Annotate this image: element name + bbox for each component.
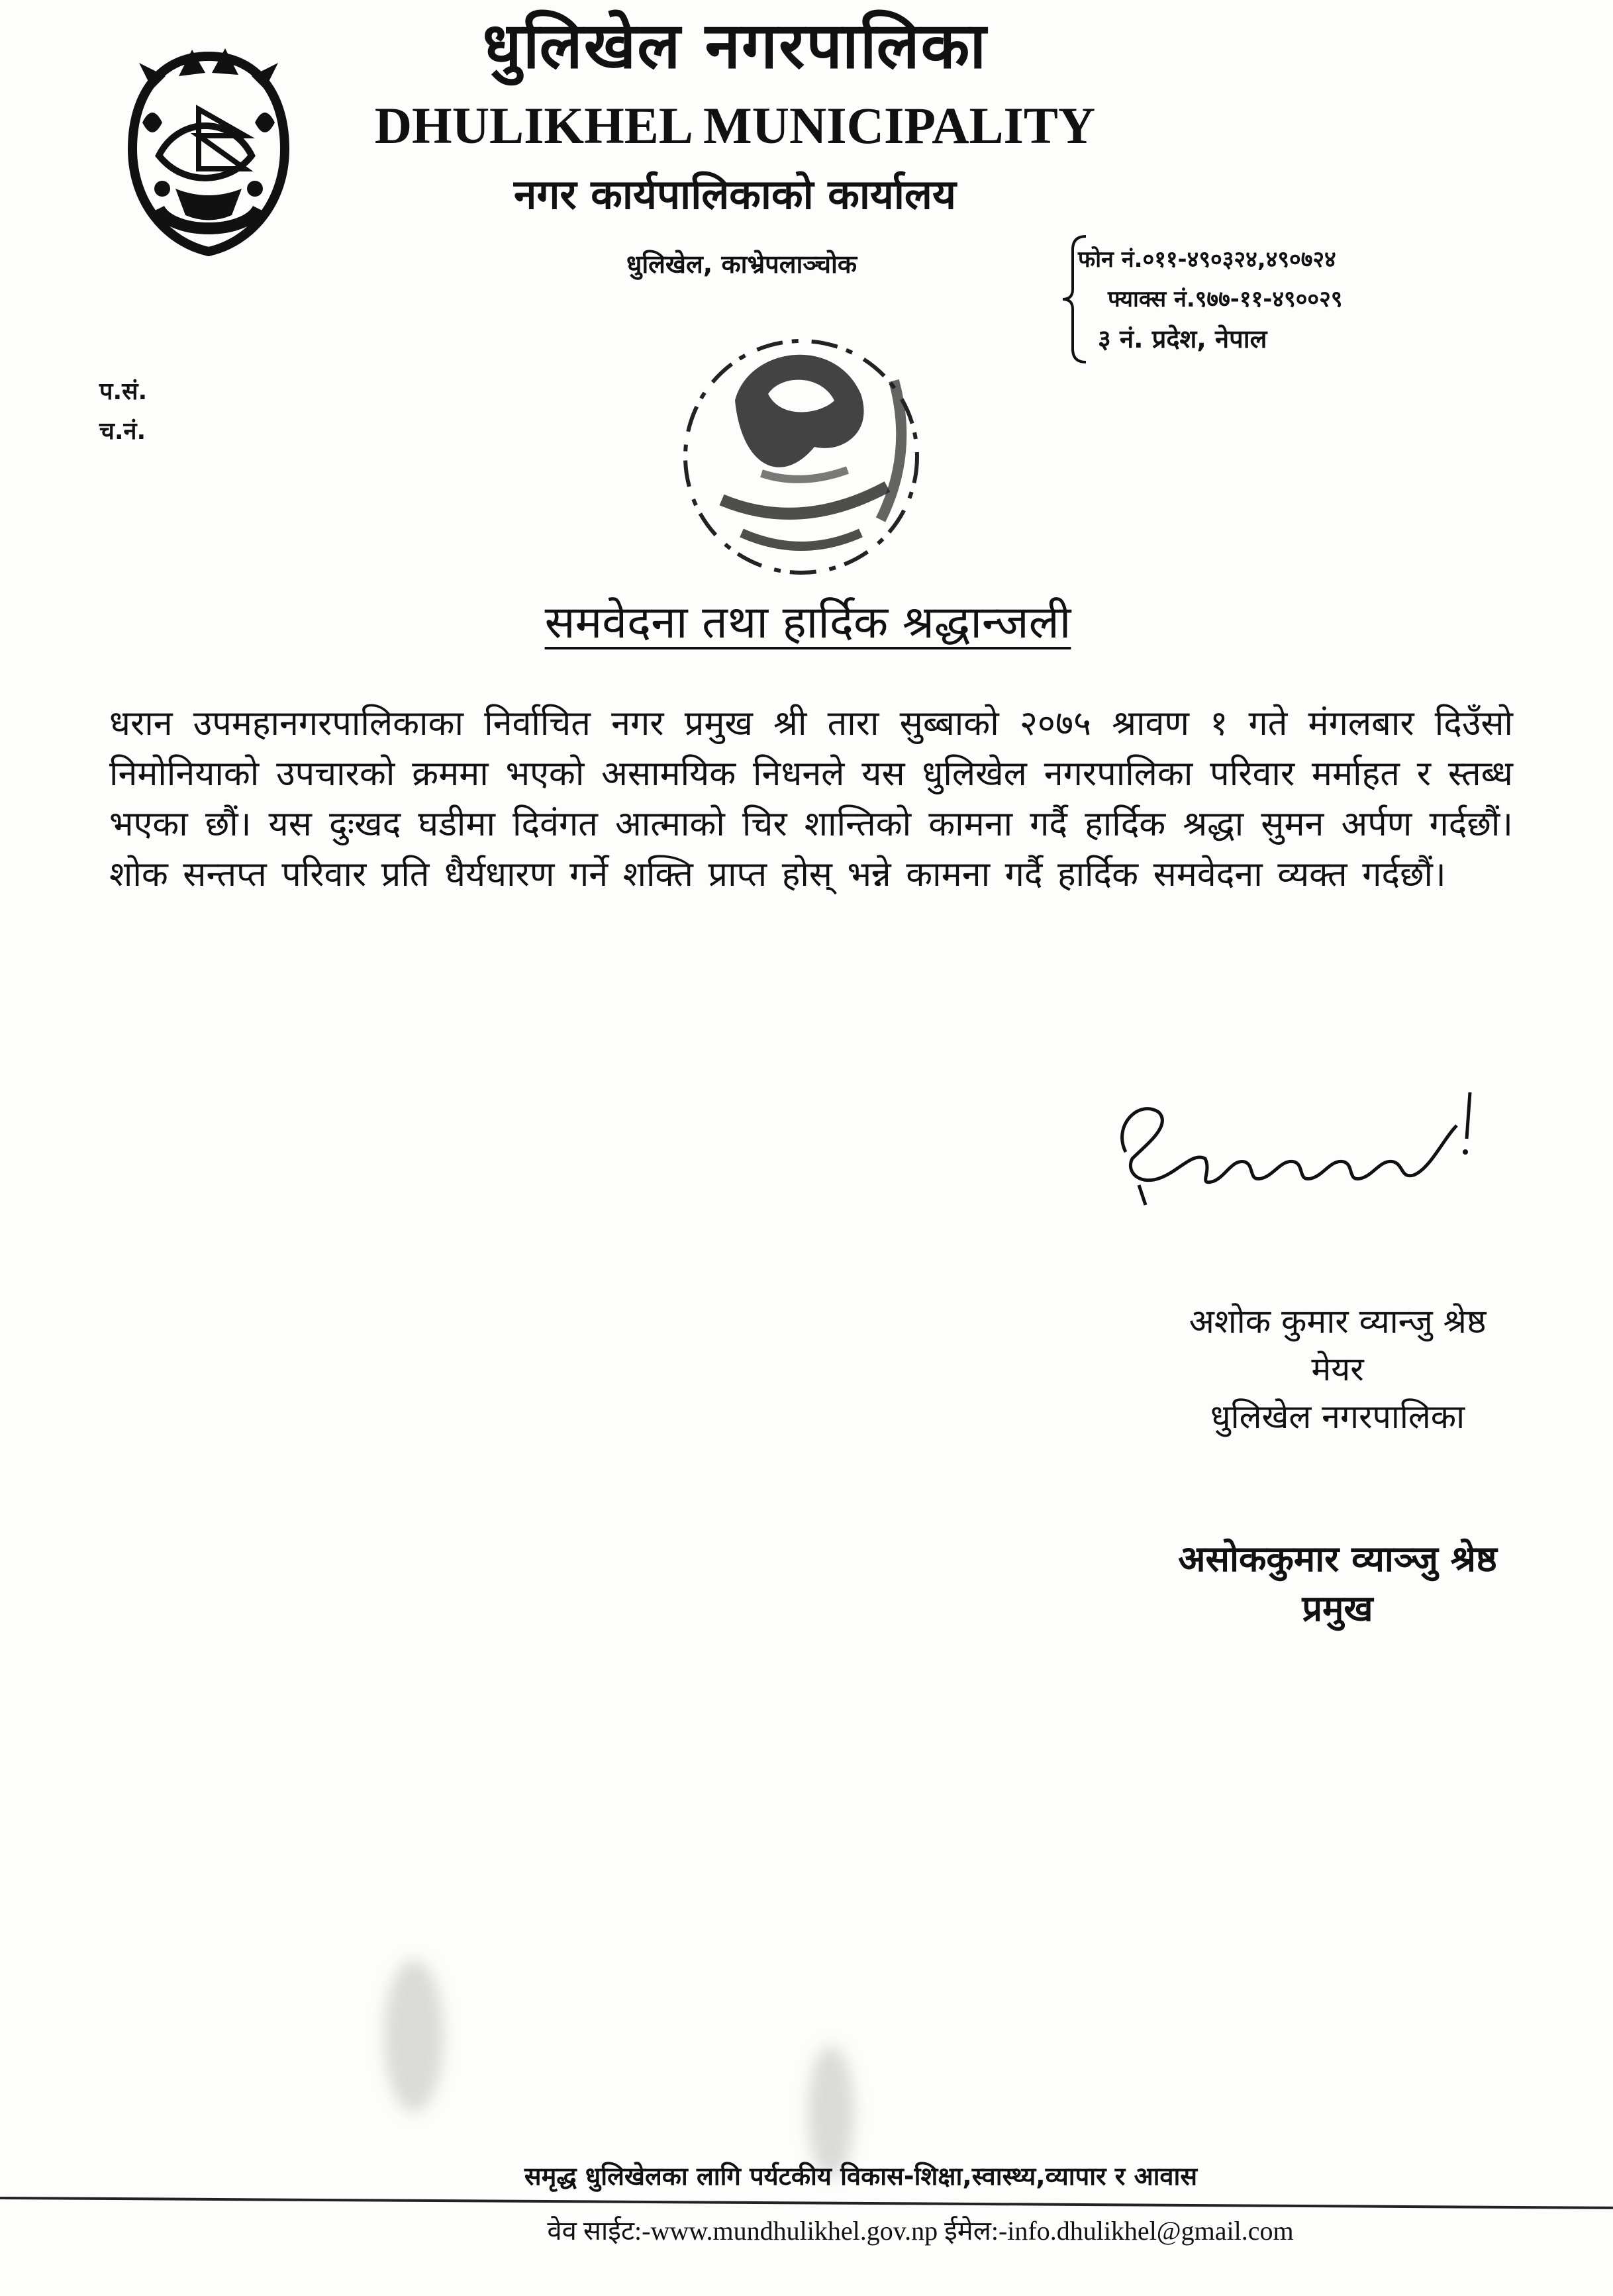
office-address: धुलिखेल, काभ्रेपलाञ्चोक bbox=[626, 250, 857, 279]
province-label: ३ नं. प्रदेश, नेपाल bbox=[1098, 324, 1267, 354]
phone-number: फोन नं.०११-४९०३२४,४९०७२४ bbox=[1078, 246, 1336, 273]
scan-smudge bbox=[384, 1960, 444, 2112]
name-stamp: असोककुमार व्याञ्जु श्रेष्ठ bbox=[1178, 1538, 1497, 1580]
municipal-round-seal-icon bbox=[662, 321, 940, 593]
handwritten-signature-icon bbox=[1099, 1073, 1496, 1218]
mayor-organization: धुलिखेल नगरपालिका bbox=[1210, 1398, 1465, 1436]
mayor-title: मेयर bbox=[1311, 1350, 1364, 1388]
nepal-government-emblem-icon bbox=[113, 36, 305, 268]
title-stamp: प्रमुख bbox=[1302, 1588, 1373, 1629]
municipality-title-english: DHULIKHEL MUNICIPALITY bbox=[374, 97, 1096, 154]
reference-patra-sankhya: प.सं. bbox=[99, 378, 148, 405]
municipality-title-nepali: धुलिखेल नगरपालिका bbox=[482, 9, 988, 83]
reference-chalani-number: च.नं. bbox=[99, 418, 146, 445]
document-heading-text: समवेदना तथा हार्दिक श्रद्धान्जली bbox=[544, 597, 1071, 649]
footer-slogan: समृद्ध धुलिखेलका लागि पर्यटकीय विकास-शिक्षा,स्वास्थ्य,व्यापार र आवास bbox=[524, 2162, 1198, 2191]
mayor-name: अशोक कुमार व्यान्जु श्रेष्ठ bbox=[1189, 1302, 1487, 1341]
fax-number: फ्याक्स नं.९७७-११-४९००२९ bbox=[1108, 286, 1343, 312]
document-heading bbox=[477, 589, 1139, 651]
document-body: धरान उपमहानगरपालिकाका निर्वाचित नगर प्रमुख श्री तारा सुब्बाको २०७५ श्रावण १ गते मंगलबार दिउँसो निमोनियाको उपचारको क्रममा भएको असामयिक निधनले यस धुलिखेल नगरपालिका परिवार मर्माहत र स्तब्ध भएका छौं। यस दुःखद घडीमा दिवंगत आत्माको चिर शान्तिको कामना गर्दै हार्दिक श्रद्धा सुमन अर्पण गर्दछौं। शोक सन्तप्त परिवार प्रति धैर्यधारण गर्ने शक्ति प्राप्त होस् भन्ने कामना गर्दै हार्दिक समवेदना व्यक्त गर्दछौं। bbox=[109, 704, 1513, 894]
footer-contact: वेव साईट:-www.mundhulikhel.gov.np ईमेल:-info.dhulikhel@gmail.com bbox=[547, 2216, 1294, 2246]
footer-divider bbox=[0, 2197, 1613, 2209]
contact-block bbox=[1078, 240, 1422, 359]
office-title: नगर कार्यपालिकाको कार्यालय bbox=[514, 170, 956, 218]
